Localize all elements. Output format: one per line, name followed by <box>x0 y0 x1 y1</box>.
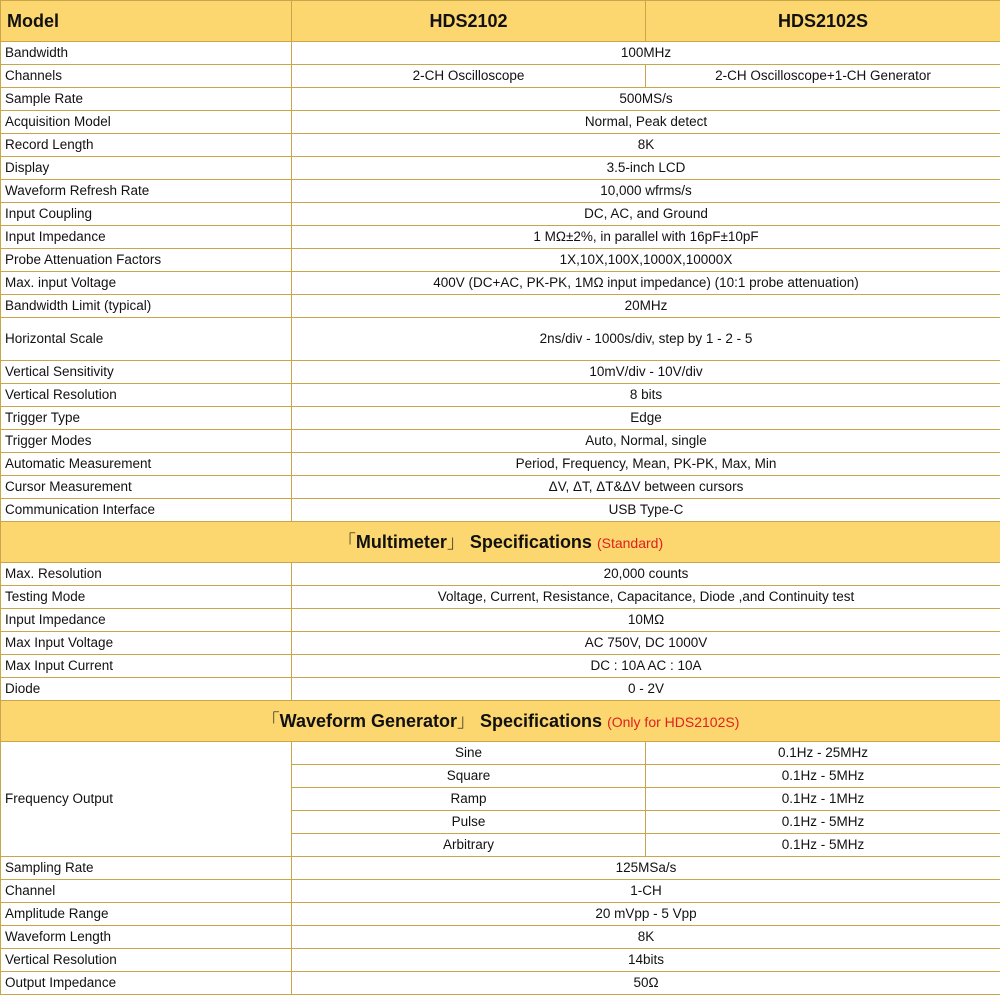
row-value-hds2102s: 2-CH Oscilloscope+1-CH Generator <box>646 65 1000 88</box>
wave-type: Sine <box>292 742 646 765</box>
table-row <box>1 742 1000 765</box>
row-label: Channels <box>1 65 292 88</box>
row-value: Edge <box>292 407 1000 430</box>
row-value: 8K <box>292 926 1000 949</box>
table-row <box>1 903 1000 926</box>
table-row <box>1 407 1000 430</box>
wave-type: Arbitrary <box>292 834 646 857</box>
table-row <box>1 586 1000 609</box>
row-value: USB Type-C <box>292 499 1000 522</box>
row-value: Auto, Normal, single <box>292 430 1000 453</box>
row-value: 400V (DC+AC, PK-PK, 1MΩ input impedance) (10:1 probe attenuation) <box>292 272 1000 295</box>
wave-range: 0.1Hz - 5MHz <box>646 811 1000 834</box>
row-value: Period, Frequency, Mean, PK-PK, Max, Min <box>292 453 1000 476</box>
table-row <box>1 632 1000 655</box>
row-value: ΔV, ΔT, ΔT&ΔV between cursors <box>292 476 1000 499</box>
row-label: Trigger Type <box>1 407 292 430</box>
row-label: Input Impedance <box>1 226 292 249</box>
section-title-text: Waveform Generator <box>279 710 458 731</box>
table-row <box>1 157 1000 180</box>
table-row <box>1 272 1000 295</box>
section-title <box>1 701 1000 742</box>
table-row <box>1 453 1000 476</box>
wave-range: 0.1Hz - 25MHz <box>646 742 1000 765</box>
table-row <box>1 361 1000 384</box>
row-label: Acquisition Model <box>1 111 292 134</box>
section-title-text: Multimeter <box>355 531 447 552</box>
row-value: 2ns/div - 1000s/div, step by 1 - 2 - 5 <box>292 318 1000 361</box>
row-value: 50Ω <box>292 972 1000 995</box>
table-row <box>1 42 1000 65</box>
table-row <box>1 65 1000 88</box>
row-value: 20 mVpp - 5 Vpp <box>292 903 1000 926</box>
table-row <box>1 972 1000 995</box>
row-label: Channel <box>1 880 292 903</box>
table-row <box>1 563 1000 586</box>
row-label: Input Impedance <box>1 609 292 632</box>
frequency-output-label: Frequency Output <box>1 742 292 857</box>
table-row <box>1 880 1000 903</box>
row-label: Waveform Length <box>1 926 292 949</box>
row-label: Probe Attenuation Factors <box>1 249 292 272</box>
table-row <box>1 226 1000 249</box>
table-row <box>1 476 1000 499</box>
row-value: 500MS/s <box>292 88 1000 111</box>
row-value: 10mV/div - 10V/div <box>292 361 1000 384</box>
bracket-open: 「 <box>337 531 356 552</box>
table-row <box>1 180 1000 203</box>
table-row <box>1 430 1000 453</box>
row-label: Input Coupling <box>1 203 292 226</box>
row-label: Trigger Modes <box>1 430 292 453</box>
row-label: Sample Rate <box>1 88 292 111</box>
table-row <box>1 203 1000 226</box>
header-model: Model <box>1 1 292 42</box>
row-label: Vertical Sensitivity <box>1 361 292 384</box>
row-label: Bandwidth Limit (typical) <box>1 295 292 318</box>
section-note: (Only for HDS2102S) <box>607 713 740 730</box>
section-title <box>1 522 1000 563</box>
header-hds2102: HDS2102 <box>292 1 646 42</box>
row-label: Max Input Voltage <box>1 632 292 655</box>
bracket-close: 」 <box>446 531 465 552</box>
table-row <box>1 111 1000 134</box>
row-label: Cursor Measurement <box>1 476 292 499</box>
row-label: Automatic Measurement <box>1 453 292 476</box>
table-row <box>1 655 1000 678</box>
row-value: 14bits <box>292 949 1000 972</box>
row-label: Vertical Resolution <box>1 949 292 972</box>
row-value: 1X,10X,100X,1000X,10000X <box>292 249 1000 272</box>
row-value: 20MHz <box>292 295 1000 318</box>
row-label: Max. input Voltage <box>1 272 292 295</box>
row-label: Vertical Resolution <box>1 384 292 407</box>
row-value: DC, AC, and Ground <box>292 203 1000 226</box>
section-note: (Standard) <box>596 534 664 551</box>
row-value: 100MHz <box>292 42 1000 65</box>
table-row <box>1 249 1000 272</box>
row-value: 8K <box>292 134 1000 157</box>
row-value: 125MSa/s <box>292 857 1000 880</box>
section-suffix: Specifications <box>480 710 603 731</box>
wave-type: Pulse <box>292 811 646 834</box>
row-label: Diode <box>1 678 292 701</box>
row-value: AC 750V, DC 1000V <box>292 632 1000 655</box>
row-value-hds2102: 2-CH Oscilloscope <box>292 65 646 88</box>
table-row <box>1 609 1000 632</box>
table-row <box>1 88 1000 111</box>
wave-range: 0.1Hz - 5MHz <box>646 765 1000 788</box>
table-row <box>1 318 1000 361</box>
wave-type: Square <box>292 765 646 788</box>
table-row <box>1 857 1000 880</box>
row-value: 0 - 2V <box>292 678 1000 701</box>
wave-range: 0.1Hz - 5MHz <box>646 834 1000 857</box>
table-row <box>1 926 1000 949</box>
row-value: 10,000 wfrms/s <box>292 180 1000 203</box>
wave-type: Ramp <box>292 788 646 811</box>
generator-section-header <box>1 701 1000 742</box>
table-row <box>1 134 1000 157</box>
row-label: Bandwidth <box>1 42 292 65</box>
row-value: 10MΩ <box>292 609 1000 632</box>
row-value: DC : 10A AC : 10A <box>292 655 1000 678</box>
row-label: Max. Resolution <box>1 563 292 586</box>
table-row <box>1 678 1000 701</box>
row-label: Testing Mode <box>1 586 292 609</box>
row-label: Horizontal Scale <box>1 318 292 361</box>
row-label: Output Impedance <box>1 972 292 995</box>
table-row <box>1 949 1000 972</box>
row-value: 8 bits <box>292 384 1000 407</box>
bracket-open: 「 <box>261 710 280 731</box>
row-value: Normal, Peak detect <box>292 111 1000 134</box>
row-label: Waveform Refresh Rate <box>1 180 292 203</box>
header-row <box>1 1 1000 42</box>
header-hds2102s: HDS2102S <box>646 1 1000 42</box>
table-row <box>1 384 1000 407</box>
row-label: Display <box>1 157 292 180</box>
row-label: Amplitude Range <box>1 903 292 926</box>
row-value: 3.5-inch LCD <box>292 157 1000 180</box>
wave-range: 0.1Hz - 1MHz <box>646 788 1000 811</box>
row-value: Voltage, Current, Resistance, Capacitance, Diode ,and Continuity test <box>292 586 1000 609</box>
row-label: Communication Interface <box>1 499 292 522</box>
row-label: Record Length <box>1 134 292 157</box>
multimeter-section-header <box>1 522 1000 563</box>
row-value: 20,000 counts <box>292 563 1000 586</box>
row-label: Max Input Current <box>1 655 292 678</box>
row-value: 1-CH <box>292 880 1000 903</box>
section-suffix: Specifications <box>469 531 592 552</box>
table-row <box>1 295 1000 318</box>
table-row <box>1 499 1000 522</box>
bracket-close: 」 <box>457 710 476 731</box>
row-value: 1 MΩ±2%, in parallel with 16pF±10pF <box>292 226 1000 249</box>
row-label: Sampling Rate <box>1 857 292 880</box>
